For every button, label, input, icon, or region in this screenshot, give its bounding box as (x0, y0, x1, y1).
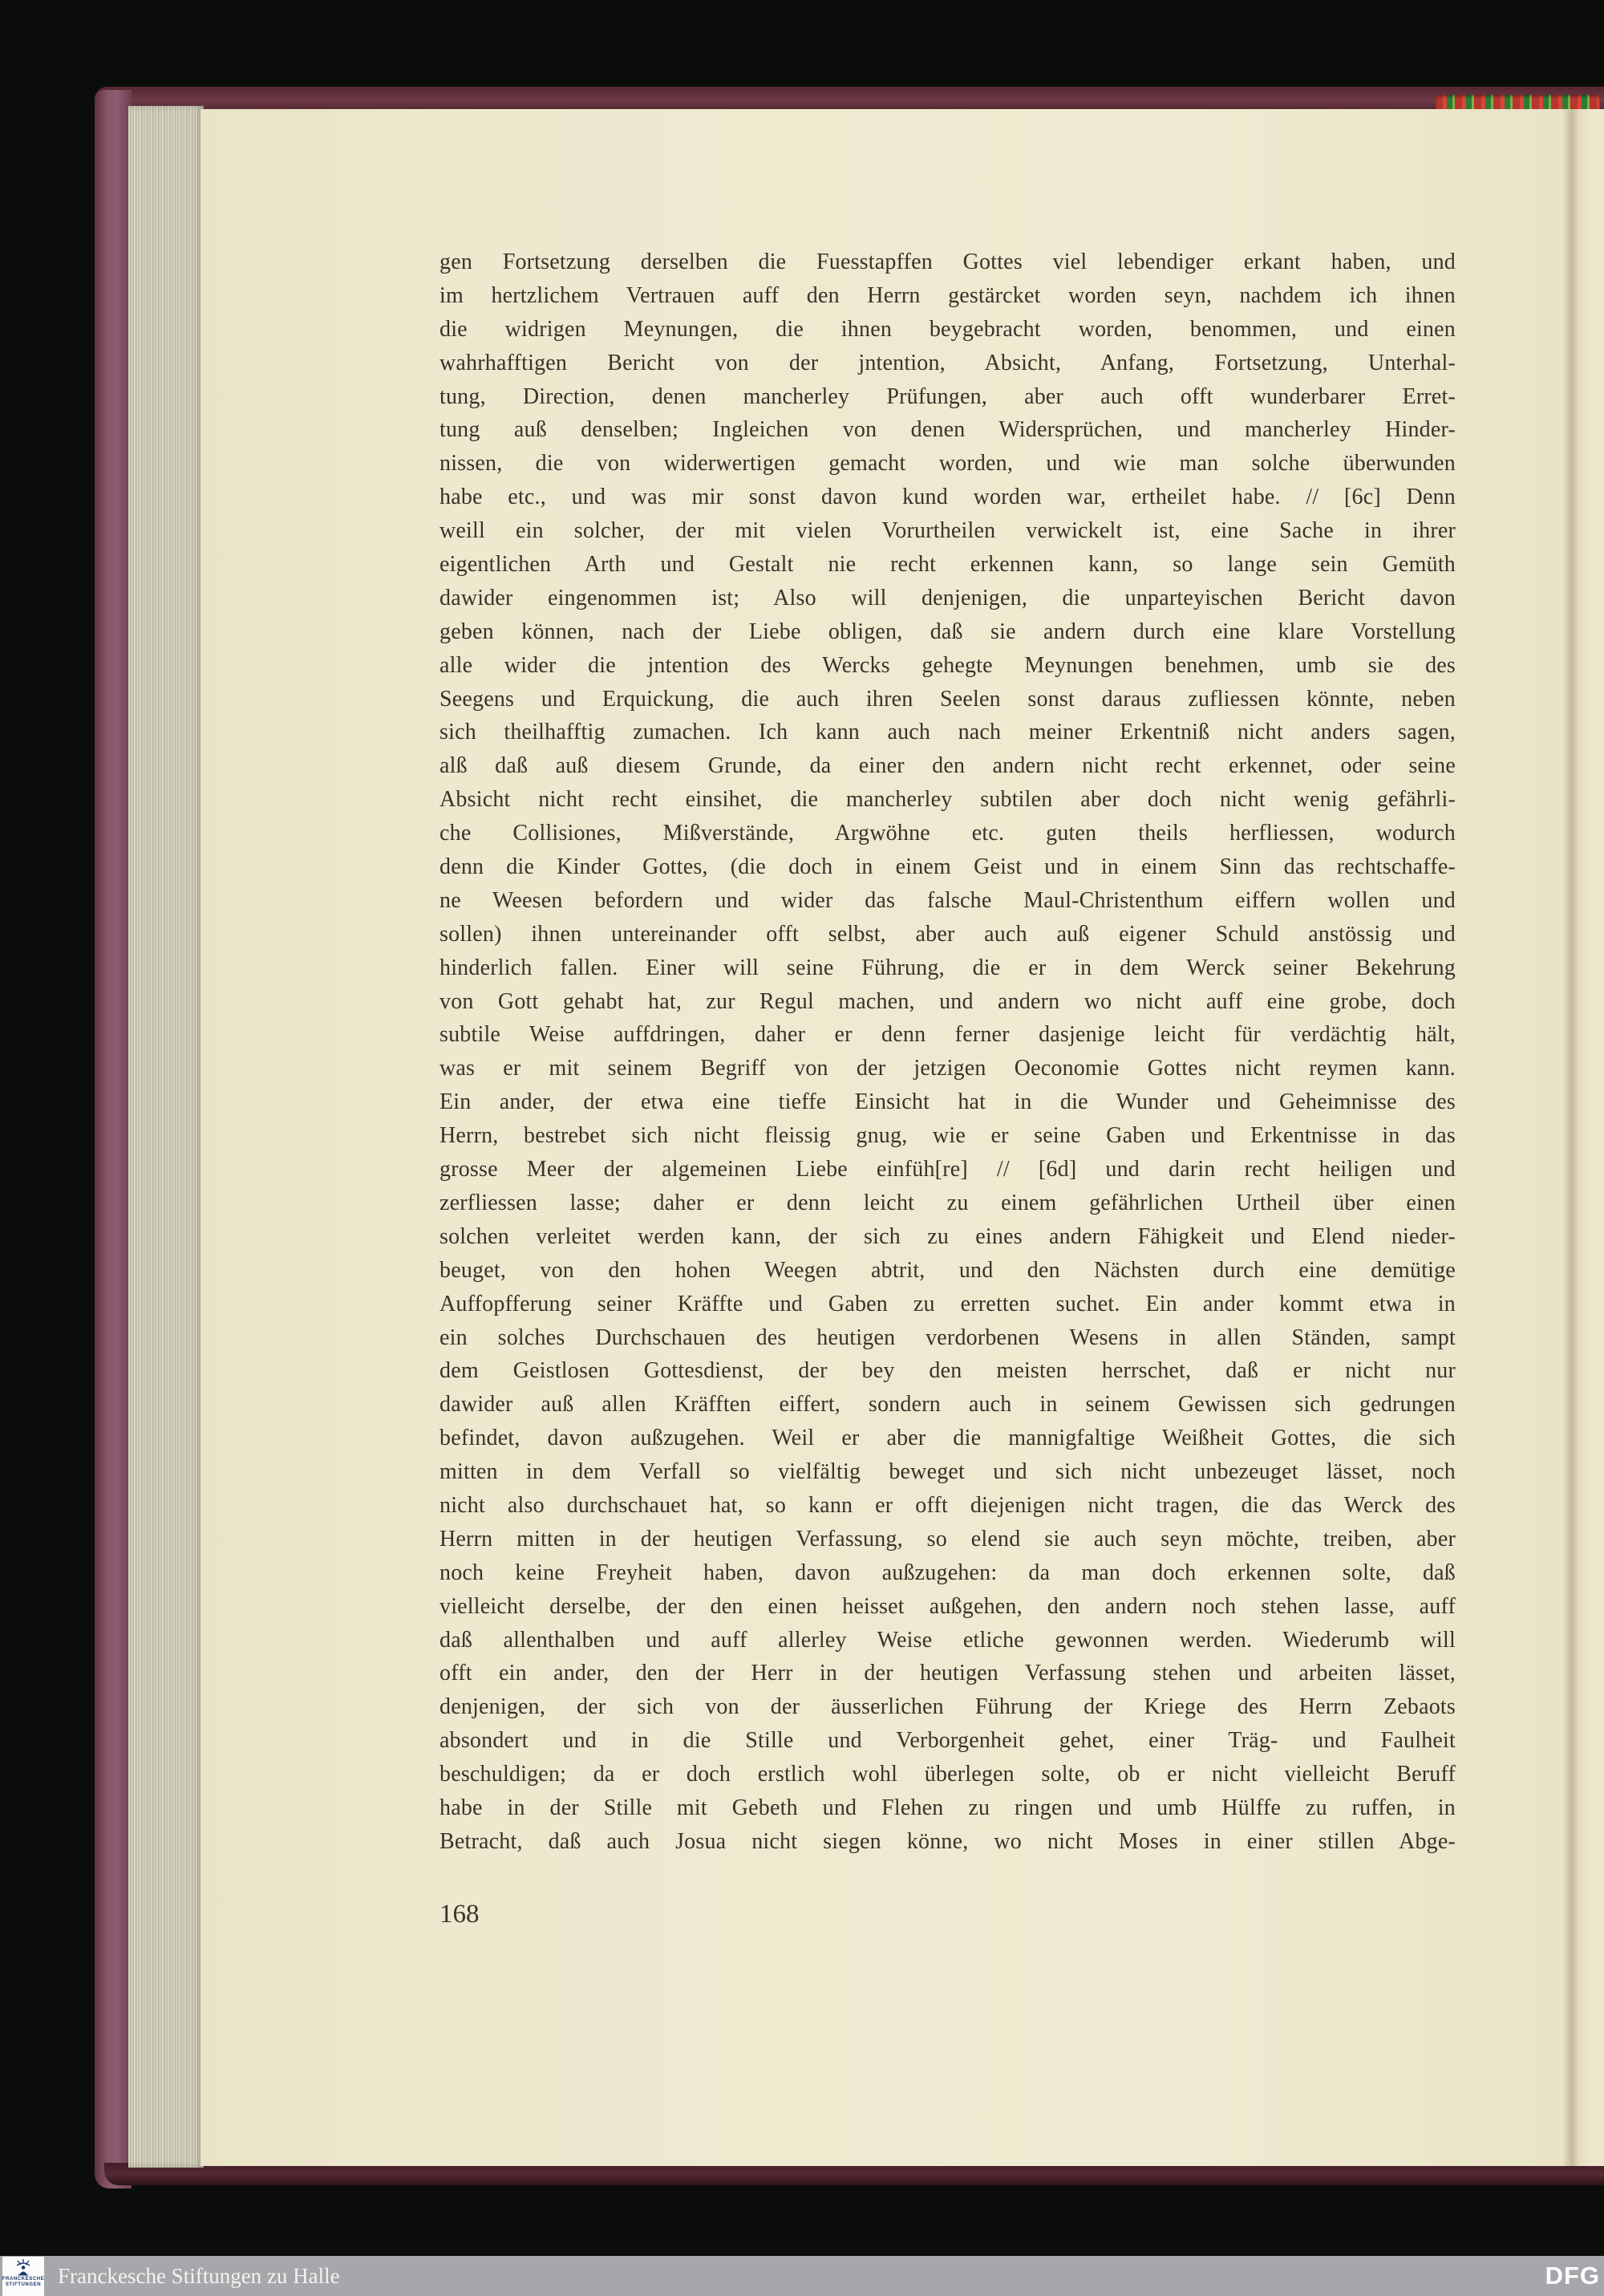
text-line: solchen verleitet werden kann, der sich zu eines andern Fähigkeit und Elend nieder- (439, 1223, 1456, 1249)
text-line: Herrn mitten in der heutigen Verfassung, so elend sie auch seyn möchte, treiben, aber (439, 1526, 1456, 1552)
text-line: denn die Kinder Gottes, (die doch in einem Geist und in einem Sinn das rechtschaffe- (439, 854, 1456, 880)
text-line: Seegens und Erquickung, die auch ihren Seelen sonst daraus zufliessen könnte, neben (439, 686, 1456, 712)
stiftungen-emblem-icon (14, 2258, 32, 2276)
text-line: dawider auß allen Kräfften eiffert, sondern auch in seinem Gewissen sich gedrungen (439, 1392, 1456, 1418)
text-line: che Collisiones, Mißverstände, Argwöhne etc. guten theils herfliessen, wodurch (439, 821, 1456, 846)
text-line: tung, Direction, denen mancherley Prüfungen, aber auch offt wunderbarer Erret- (439, 383, 1456, 409)
franckesche-stiftungen-logo (2, 2257, 44, 2296)
text-line: absondert und in die Stille und Verborgenheit gehet, einer Träg- und Faulheit (439, 1728, 1456, 1754)
book-cover-spine (95, 90, 132, 2189)
text-line: Absicht nicht recht einsihet, die mancherley subtilen aber doch nicht wenig gefährli- (439, 787, 1456, 813)
text-line: was er mit seinem Begriff von der jetzigen Oeconomie Gottes nicht reymen kann. (439, 1056, 1456, 1081)
text-line: Herrn, bestrebet sich nicht fleissig gnug, wie er seine Gaben und Erkentnisse in das (439, 1123, 1456, 1149)
book-page (200, 109, 1604, 2166)
text-line: von Gott gehabt hat, zur Regul machen, und andern wo nicht auff eine grobe, doch (439, 988, 1456, 1014)
text-line: subtile Weise auffdringen, daher er denn ferner dasjenige leicht für verdächtig hält, (439, 1022, 1456, 1048)
page-text (439, 245, 1456, 1859)
text-line: weill ein solcher, der mit vielen Vorurtheilen verwickelt ist, eine Sache in ihrer (439, 518, 1456, 544)
text-line: sollen) ihnen untereinander offt selbst, aber auch auß eigener Schuld anstössig und (439, 921, 1456, 947)
text-line: gen Fortsetzung derselben die Fuesstapffen Gottes viel lebendiger erkant haben, und (439, 249, 1456, 274)
page-number: 168 (439, 1900, 480, 1929)
text-line: beschuldigen; da er doch erstlich wohl überlegen solte, ob er nicht vielleicht Beruff (439, 1762, 1456, 1787)
text-line: alß daß auß diesem Grunde, da einer den andern nicht recht erkennet, oder seine (439, 753, 1456, 779)
text-line: nicht also durchschauet hat, so kann er offt diejenigen nicht tragen, die das Werck des (439, 1492, 1456, 1518)
text-line: Auffopfferung seiner Kräffte und Gaben zu erretten suchet. Ein ander kommt etwa in (439, 1291, 1456, 1316)
text-line: sich theilhafftig zumachen. Ich kann auch nach meiner Erkentniß nicht anders sagen, (439, 720, 1456, 745)
text-line: ne Weesen befordern und wider das falsche Maul-Christenthum eiffern wollen und (439, 887, 1456, 913)
text-line: grosse Meer der algemeinen Liebe einfüh[re] // [6d] und darin recht heiligen und (439, 1157, 1456, 1182)
text-line: beuget, von den hohen Weegen abtrit, und den Nächsten durch eine demütige (439, 1257, 1456, 1283)
page-stack-edges (128, 106, 204, 2168)
logo-caption-line1: FRANCKESCHE (2, 2277, 45, 2282)
text-line: eigentlichen Arth und Gestalt nie recht erkennen kann, so lange sein Gemüth (439, 552, 1456, 578)
text-line: die widrigen Meynungen, die ihnen beygebracht worden, benommen, und einen (439, 316, 1456, 342)
text-line: habe etc., und was mir sonst davon kund worden war, ertheilet habe. // [6c] Denn (439, 485, 1456, 510)
text-line: vielleicht derselbe, der den einen heisset außgehen, den andern noch stehen lasse, auff (439, 1593, 1456, 1619)
text-line: offt ein ander, den der Herr in der heutigen Verfassung stehen und arbeiten lässet, (439, 1661, 1456, 1686)
text-line: Ein ander, der etwa eine tieffe Einsicht hat in die Wunder und Geheimnisse des (439, 1089, 1456, 1115)
text-line: mitten in dem Verfall so vielfältig beweget und sich nicht unbezeuget lässet, noch (439, 1459, 1456, 1485)
text-line: geben können, nach der Liebe obligen, daß sie andern durch eine klare Vorstellung (439, 619, 1456, 644)
text-line: denjenigen, der sich von der äusserlichen Führung der Kriege des Herrn Zebaots (439, 1694, 1456, 1720)
text-line: alle wider die jntention des Wercks gehegte Meynungen benehmen, umb sie des (439, 652, 1456, 678)
page-gutter-shadow (1562, 109, 1580, 2166)
text-line: wahrhafftigen Bericht von der jntention, Absicht, Anfang, Fortsetzung, Unterhal- (439, 350, 1456, 375)
text-line: im hertzlichem Vertrauen auff den Herrn gestärcket worden seyn, nachdem ich ihnen (439, 282, 1456, 308)
institution-name: Franckesche Stiftungen zu Halle (58, 2264, 340, 2288)
text-line: hinderlich fallen. Einer will seine Führung, die er in dem Werck seiner Bekehrung (439, 955, 1456, 980)
facing-page-sliver (1580, 109, 1604, 2166)
text-line: habe in der Stille mit Gebeth und Flehen zu ringen und umb Hülffe zu ruffen, in (439, 1795, 1456, 1820)
text-line: ein solches Durchschauen des heutigen verdorbenen Wesens in allen Ständen, sampt (439, 1324, 1456, 1350)
text-line: dawider eingenommen ist; Also will denjenigen, die unparteyischen Bericht davon (439, 585, 1456, 611)
text-line: daß allenthalben und auff allerley Weise etliche gewonnen werden. Wiederumb will (439, 1627, 1456, 1653)
text-line: tung auß denselben; Ingleichen von denen Widersprüchen, und mancherley Hinder- (439, 417, 1456, 443)
text-line: befindet, davon außzugehen. Weil er aber die mannigfaltige Weißheit Gottes, die sich (439, 1426, 1456, 1451)
text-line: Betracht, daß auch Josua nicht siegen könne, wo nicht Moses in einer stillen Abge- (439, 1828, 1456, 1854)
text-line: dem Geistlosen Gottesdienst, der bey den meisten herrschet, daß er nicht nur (439, 1358, 1456, 1384)
logo-caption (2, 2277, 45, 2288)
dfg-logo: DFG (1545, 2262, 1600, 2290)
text-line: zerfliessen lasse; daher er denn leicht zu einem gefährlichen Urtheil über einen (439, 1190, 1456, 1215)
text-line: noch keine Freyheit haben, davon außzugehen: da man doch erkennen solte, daß (439, 1560, 1456, 1585)
text-line: nissen, die von widerwertigen gemacht worden, und wie man solche überwunden (439, 451, 1456, 477)
footer-bar (0, 2256, 1604, 2296)
logo-caption-line2: STIFTUNGEN (5, 2282, 42, 2287)
book-cover-bottom-edge (104, 2163, 1604, 2185)
